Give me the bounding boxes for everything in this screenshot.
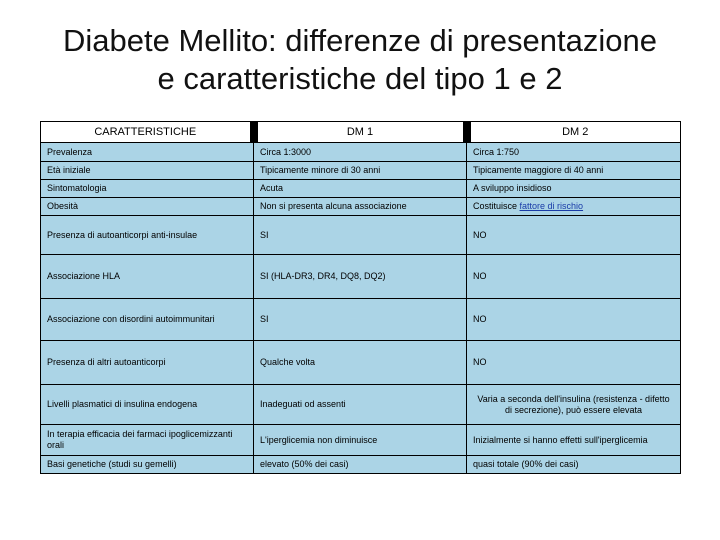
cell-dm1: Non si presenta alcuna associazione [254, 198, 467, 216]
cell-characteristic: Presenza di autoanticorpi anti-insulae [41, 216, 254, 255]
cell-dm1: elevato (50% dei casi) [254, 456, 467, 474]
cell-dm2 [467, 198, 681, 216]
cell-dm2: NO [467, 216, 681, 255]
title-line-1: Diabete Mellito: differenze di presentazione [63, 23, 657, 58]
slide-title [0, 22, 720, 98]
table-row [41, 162, 681, 180]
cell-dm1: SI [254, 216, 467, 255]
table-row [41, 255, 681, 299]
cell-characteristic: Presenza di altri autoanticorpi [41, 341, 254, 385]
header-caratteristiche: CARATTERISTICHE [41, 122, 254, 143]
table-row [41, 216, 681, 255]
cell-dm1: L'iperglicemia non diminuisce [254, 425, 467, 456]
cell-dm1: Inadeguati od assenti [254, 385, 467, 425]
cell-text: Costituisce [473, 201, 520, 211]
cell-characteristic: In terapia efficacia dei farmaci ipoglicemizzanti orali [41, 425, 254, 456]
cell-dm2: NO [467, 341, 681, 385]
cell-dm2: Tipicamente maggiore di 40 anni [467, 162, 681, 180]
cell-dm2: A sviluppo insidioso [467, 180, 681, 198]
table-header-row [41, 122, 681, 143]
cell-dm2: Inizialmente si hanno effetti sull'iperglicemia [467, 425, 681, 456]
title-line-2: e caratteristiche del tipo 1 e 2 [157, 61, 563, 96]
cell-characteristic: Obesità [41, 198, 254, 216]
cell-characteristic: Basi genetiche (studi su gemelli) [41, 456, 254, 474]
table-row [41, 198, 681, 216]
cell-dm1: Circa 1:3000 [254, 143, 467, 162]
cell-characteristic: Associazione con disordini autoimmunitari [41, 299, 254, 341]
table-row [41, 341, 681, 385]
table-row [41, 143, 681, 162]
table-row [41, 425, 681, 456]
cell-dm2: Circa 1:750 [467, 143, 681, 162]
cell-characteristic: Età iniziale [41, 162, 254, 180]
cell-dm1: SI [254, 299, 467, 341]
cell-characteristic: Associazione HLA [41, 255, 254, 299]
cell-dm1: SI (HLA-DR3, DR4, DQ8, DQ2) [254, 255, 467, 299]
cell-characteristic: Prevalenza [41, 143, 254, 162]
cell-dm2: quasi totale (90% dei casi) [467, 456, 681, 474]
header-dm2: DM 2 [467, 122, 681, 143]
cell-dm2: Varia a seconda dell'insulina (resistenza - difetto di secrezione), può essere elevata [467, 385, 681, 425]
cell-dm1: Acuta [254, 180, 467, 198]
table-row [41, 385, 681, 425]
cell-characteristic: Livelli plasmatici di insulina endogena [41, 385, 254, 425]
header-dm1: DM 1 [254, 122, 467, 143]
fattore-di-rischio-link[interactable]: fattore di rischio [519, 201, 584, 211]
cell-characteristic: Sintomatologia [41, 180, 254, 198]
table-row [41, 180, 681, 198]
table-row [41, 456, 681, 474]
cell-dm2: NO [467, 299, 681, 341]
comparison-table [40, 121, 681, 474]
cell-dm1: Tipicamente minore di 30 anni [254, 162, 467, 180]
cell-dm2: NO [467, 255, 681, 299]
table-row [41, 299, 681, 341]
cell-dm1: Qualche volta [254, 341, 467, 385]
